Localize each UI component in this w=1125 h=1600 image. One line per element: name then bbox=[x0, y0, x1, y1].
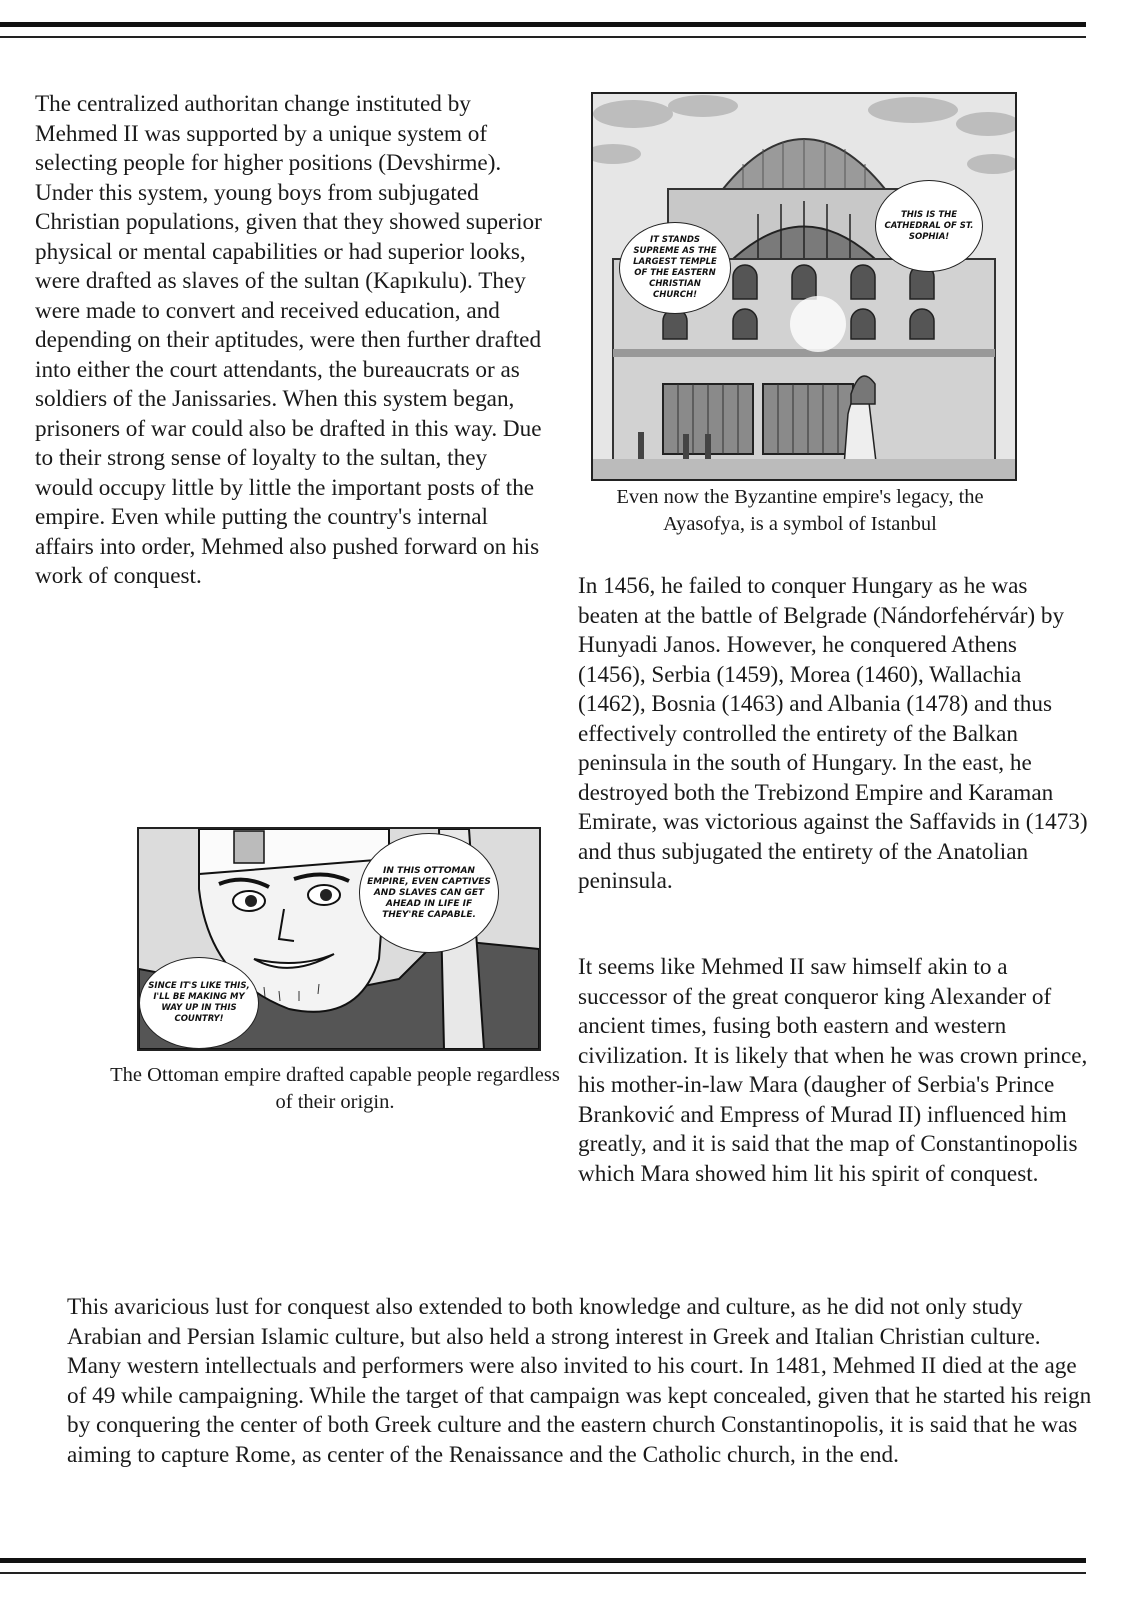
speech-bubble-making-my-way: SINCE IT'S LIKE THIS, I'LL BE MAKING MY WAY UP IN THIS COUNTRY! bbox=[139, 957, 259, 1049]
bottom-rule bbox=[0, 1558, 1086, 1563]
caption-ottoman-drafted: The Ottoman empire drafted capable people regardless of their origin. bbox=[110, 1064, 560, 1113]
janissary-illustration bbox=[137, 827, 541, 1051]
hagia-sophia-illustration bbox=[591, 92, 1017, 481]
paragraph-alexander: It seems like Mehmed II saw himself akin to a successor of the great conqueror king Alexander of ancient times, fusing both eastern and western civilization. It is likely that when he was crown prince, his mother-in-law Mara (daugher of Serbia's Prince Branković and Empress of Murad II) influenced him greatly, and it is said that the map of Constantinopolis which Mara showed him lit his spirit of conquest. bbox=[578, 954, 1088, 1187]
paragraph-devshirme: The centralized authoritan change instituted by Mehmed II was supported by a unique system of selecting people for higher positions (Devshirme). Under this system, young boys from subjugated Christian populations, given that they showed superior physical or mental capabilities or had superior looks, were drafted as slaves of the sultan (Kapıkulu). They were made to convert and received education, and depending on their aptitudes, were then further drafted into either the court attendants, the bureaucrats or as soldiers of the Janissaries. When this system began, prisoners of war could also be drafted in this way. Due to their strong sense of loyalty to the sultan, they would occupy little by little the important posts of the empire. Even while putting the country's internal affairs into order, Mehmed also pushed forward on his work of conquest. bbox=[35, 91, 542, 589]
speech-bubble-largest-temple: IT STANDS SUPREME AS THE LARGEST TEMPLE OF THE EASTERN CHRISTIAN CHURCH! bbox=[619, 222, 731, 314]
speech-bubble-ottoman-empire: IN THIS OTTOMAN EMPIRE, EVEN CAPTIVES AND SLAVES CAN GET AHEAD IN LIFE IF THEY'RE CAPABLE. bbox=[359, 833, 499, 953]
caption-ayasofya: Even now the Byzantine empire's legacy, the Ayasofya, is a symbol of Istanbul bbox=[616, 486, 984, 535]
top-rule-thin bbox=[0, 36, 1086, 38]
speech-bubble-cathedral: THIS IS THE CATHEDRAL OF ST. SOPHIA! bbox=[875, 180, 983, 272]
bottom-rule-thin bbox=[0, 1572, 1086, 1574]
paragraph-knowledge-culture: This avaricious lust for conquest also extended to both knowledge and culture, as he did not only study Arabian and Persian Islamic culture, but also held a strong interest in Greek and Italian Christian culture. Many western intellectuals and performers were also invited to his court. In 1481, Mehmed II died at the age of 49 while campaigning. While the target of that campaign was kept concealed, given that he started his reign by conquering the center of both Greek culture and the eastern church Constantinopolis, it is said that he was aiming to capture Rome, as center of the Renaissance and the Catholic church, in the end. bbox=[67, 1294, 1092, 1468]
top-rule bbox=[0, 22, 1086, 27]
paragraph-conquests: In 1456, he failed to conquer Hungary as he was beaten at the battle of Belgrade (Nándorfehérvár) by Hunyadi Janos. However, he conquered Athens (1456), Serbia (1459), Morea (1460), Wallachia (1462), Bosnia (1463) and Albania (1478) and thus effectively controlled the entirety of the Balkan peninsula in the south of Hungary. In the east, he destroyed both the Trebizond Empire and Karaman Emirate, was victorious against the Saffavids in (1473) and thus subjugated the entirety of the Anatolian peninsula. bbox=[578, 573, 1088, 894]
